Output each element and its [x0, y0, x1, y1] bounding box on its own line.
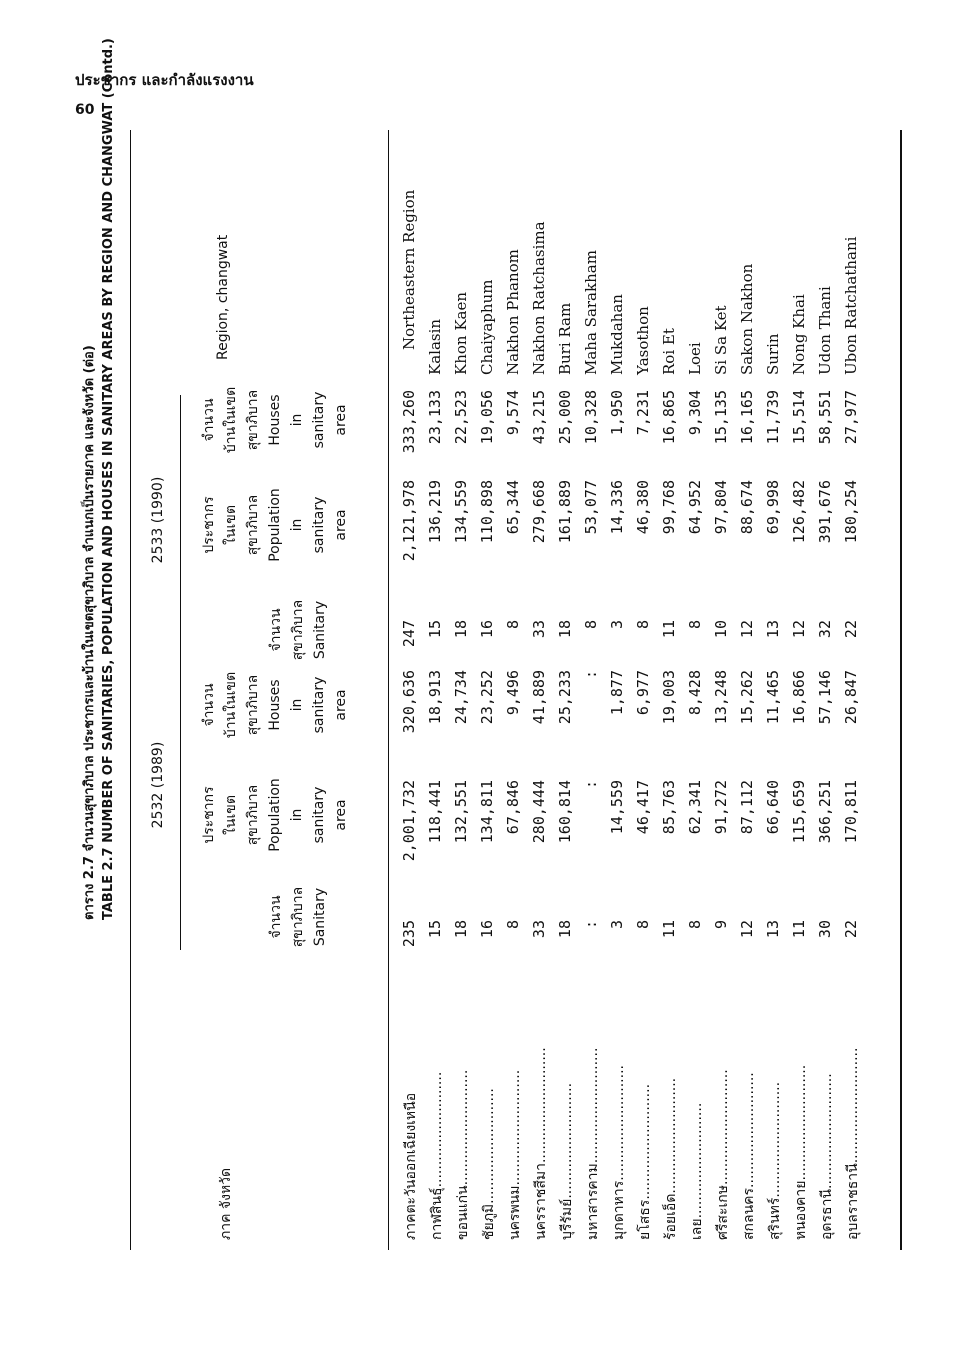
- col-header-population-1989: ประชากร ในเขต สุขาภิบาล Population in sanitary area: [201, 778, 349, 852]
- table-row: [738, 80, 764, 1280]
- cell-population-1989: 115,659: [790, 780, 808, 844]
- table-row: [582, 80, 608, 1280]
- row-thai-name: อุบลราชธานี..........................: [845, 1047, 861, 1240]
- cell-population-1990: 53,077: [582, 480, 600, 535]
- cell-sanitary-1990: 8: [686, 620, 704, 630]
- cell-population-1989: 2,001,732: [400, 780, 418, 862]
- row-header-thai: ภาค จังหวัด: [218, 1167, 234, 1240]
- cell-houses-1989: 320,636: [400, 670, 418, 734]
- group-header-1989: 2532 (1989): [150, 741, 166, 829]
- cell-sanitary-1989: 3: [608, 920, 626, 930]
- cell-houses-1990: 11,739: [764, 390, 782, 445]
- cell-population-1989: 85,763: [660, 780, 678, 835]
- table-row: [634, 80, 660, 1280]
- row-english-name: Maha Sarakham: [582, 250, 600, 375]
- cell-population-1990: 110,898: [478, 480, 496, 544]
- row-english-name: Nong Khai: [790, 294, 808, 375]
- table-caption: [80, 38, 118, 920]
- row-thai-name: ภาคตะวันออกเฉียงเหนือ: [403, 1092, 419, 1240]
- cell-population-1989: 14,559: [608, 780, 626, 835]
- cell-houses-1990: 25,000: [556, 390, 574, 445]
- row-thai-name: ชัยภูมิ..........................: [481, 1088, 497, 1240]
- row-english-name: Udon Thani: [816, 286, 834, 375]
- cell-houses-1989: 23,252: [478, 670, 496, 725]
- table-row: [608, 80, 634, 1280]
- cell-houses-1989: 1,877: [608, 670, 626, 716]
- row-english-name: Northeastern Region: [400, 189, 418, 350]
- row-thai-name: สกลนคร..........................: [741, 1072, 757, 1240]
- col-header-houses-1990: จำนวน บ้านในเขต สุขาภิบาล Houses in sanitary area: [201, 386, 349, 454]
- cell-population-1989: 46,417: [634, 780, 652, 835]
- col-header-sanitary-1989: จำนวน สุขาภิบาล Sanitary: [268, 886, 328, 948]
- cell-sanitary-1990: 32: [816, 620, 834, 639]
- cell-population-1990: 99,768: [660, 480, 678, 535]
- cell-sanitary-1989: 11: [660, 920, 678, 939]
- cell-houses-1989: 11,465: [764, 670, 782, 725]
- cell-population-1989: 87,112: [738, 780, 756, 835]
- row-thai-name: นครพนม..........................: [507, 1069, 523, 1240]
- table-row: [686, 80, 712, 1280]
- cell-houses-1990: 15,135: [712, 390, 730, 445]
- table-bottom-rule: [900, 130, 902, 1250]
- cell-population-1990: 180,254: [842, 480, 860, 544]
- cell-houses-1989: 57,146: [816, 670, 834, 725]
- row-thai-name: สุรินทร์..........................: [767, 1081, 783, 1240]
- row-thai-name: เลย..........................: [689, 1102, 705, 1240]
- cell-sanitary-1989: 9: [712, 920, 730, 930]
- cell-houses-1989: 6,977: [634, 670, 652, 716]
- cell-houses-1990: 43,215: [530, 390, 548, 445]
- cell-sanitary-1989: 18: [452, 920, 470, 939]
- cell-houses-1989: 15,262: [738, 670, 756, 725]
- table-row: [478, 80, 504, 1280]
- cell-sanitary-1989: :: [582, 920, 600, 930]
- row-english-name: Mukdahan: [608, 294, 626, 375]
- row-thai-name: กาฬสินธุ์..........................: [429, 1071, 445, 1240]
- cell-houses-1989: :: [582, 670, 600, 680]
- table-row: [452, 80, 478, 1280]
- cell-sanitary-1989: 18: [556, 920, 574, 939]
- group-rule-1990: [180, 395, 181, 670]
- cell-population-1989: 170,811: [842, 780, 860, 844]
- cell-population-1990: 97,804: [712, 480, 730, 535]
- cell-houses-1990: 27,977: [842, 390, 860, 445]
- cell-houses-1990: 16,165: [738, 390, 756, 445]
- section-title: ประชากร และกำลังแรงงาน: [75, 71, 254, 89]
- table-row: [816, 80, 842, 1280]
- table-row: [842, 80, 868, 1280]
- cell-sanitary-1989: 8: [634, 920, 652, 930]
- cell-sanitary-1989: 11: [790, 920, 808, 939]
- cell-population-1989: :: [582, 780, 600, 790]
- table-row: [712, 80, 738, 1280]
- cell-sanitary-1990: 8: [504, 620, 522, 630]
- table-row: [504, 80, 530, 1280]
- cell-population-1990: 161,889: [556, 480, 574, 544]
- row-english-name: Nakhon Ratchasima: [530, 221, 548, 375]
- table-row: [764, 80, 790, 1280]
- cell-sanitary-1989: 30: [816, 920, 834, 939]
- cell-sanitary-1990: 16: [478, 620, 496, 639]
- col-header-houses-1989: จำนวน บ้านในเขต สุขาภิบาล Houses in sanitary area: [201, 671, 349, 739]
- cell-population-1990: 14,336: [608, 480, 626, 535]
- cell-sanitary-1989: 12: [738, 920, 756, 939]
- cell-houses-1990: 22,523: [452, 390, 470, 445]
- cell-sanitary-1990: 8: [582, 620, 600, 630]
- group-header-1990: 2533 (1990): [150, 476, 166, 564]
- cell-sanitary-1989: 8: [504, 920, 522, 930]
- cell-houses-1989: 41,889: [530, 670, 548, 725]
- cell-population-1989: 62,341: [686, 780, 704, 835]
- row-thai-name: ยโสธร..........................: [637, 1083, 653, 1240]
- cell-sanitary-1989: 8: [686, 920, 704, 930]
- cell-sanitary-1990: 13: [764, 620, 782, 639]
- table-top-rule: [130, 130, 131, 1250]
- cell-population-1990: 69,998: [764, 480, 782, 535]
- row-english-name: Loei: [686, 342, 704, 375]
- cell-houses-1990: 9,574: [504, 390, 522, 436]
- cell-houses-1990: 7,231: [634, 390, 652, 436]
- cell-sanitary-1989: 13: [764, 920, 782, 939]
- table-header-rule: [388, 130, 389, 1250]
- cell-sanitary-1990: 18: [556, 620, 574, 639]
- row-english-name: Kalasin: [426, 318, 444, 375]
- cell-population-1990: 279,668: [530, 480, 548, 544]
- cell-houses-1990: 1,950: [608, 390, 626, 436]
- cell-sanitary-1989: 16: [478, 920, 496, 939]
- cell-population-1989: 67,846: [504, 780, 522, 835]
- caption-thai: ตาราง 2.7 จำนวนสุขาภิบาล ประชากรและบ้านในเขตสุขาภิบาล จำแนกเป็นรายภาค และจังหวัด (ต่อ): [82, 345, 97, 920]
- row-english-name: Nakhon Phanom: [504, 249, 522, 375]
- table-row: [530, 80, 556, 1280]
- cell-houses-1990: 16,865: [660, 390, 678, 445]
- col-header-population-1990: ประชากร ในเขต สุขาภิบาล Population in sanitary area: [201, 488, 349, 562]
- table-row: [660, 80, 686, 1280]
- cell-sanitary-1990: 10: [712, 620, 730, 639]
- row-thai-name: ศรีสะเกษ..........................: [715, 1069, 731, 1240]
- cell-population-1990: 126,482: [790, 480, 808, 544]
- cell-houses-1989: 24,734: [452, 670, 470, 725]
- row-english-name: Surin: [764, 333, 782, 375]
- table-row: [426, 80, 452, 1280]
- cell-houses-1989: 9,496: [504, 670, 522, 716]
- cell-population-1989: 280,444: [530, 780, 548, 844]
- cell-population-1990: 88,674: [738, 480, 756, 535]
- cell-houses-1990: 15,514: [790, 390, 808, 445]
- row-english-name: Yasothon: [634, 306, 652, 375]
- cell-houses-1989: 26,847: [842, 670, 860, 725]
- cell-sanitary-1990: 18: [452, 620, 470, 639]
- cell-population-1989: 132,551: [452, 780, 470, 844]
- cell-population-1990: 2,121,978: [400, 480, 418, 562]
- cell-sanitary-1990: 11: [660, 620, 678, 639]
- cell-sanitary-1989: 22: [842, 920, 860, 939]
- cell-houses-1990: 58,551: [816, 390, 834, 445]
- cell-sanitary-1989: 15: [426, 920, 444, 939]
- cell-population-1989: 366,251: [816, 780, 834, 844]
- table-row: [790, 80, 816, 1280]
- row-thai-name: มหาสารคาม..........................: [585, 1047, 601, 1240]
- cell-sanitary-1990: 247: [400, 620, 418, 648]
- cell-sanitary-1990: 8: [634, 620, 652, 630]
- row-header-english: Region, changwat: [215, 234, 231, 360]
- row-thai-name: ขอนแก่น..........................: [455, 1069, 471, 1240]
- row-thai-name: อุดรธานี..........................: [819, 1073, 835, 1240]
- cell-houses-1989: 13,248: [712, 670, 730, 725]
- cell-population-1989: 160,814: [556, 780, 574, 844]
- cell-houses-1990: 333,260: [400, 390, 418, 454]
- cell-sanitary-1990: 15: [426, 620, 444, 639]
- row-english-name: Ubon Ratchathani: [842, 236, 860, 375]
- row-english-name: Chaiyaphum: [478, 279, 496, 375]
- cell-sanitary-1989: 33: [530, 920, 548, 939]
- row-english-name: Buri Ram: [556, 302, 574, 375]
- cell-population-1990: 134,559: [452, 480, 470, 544]
- cell-population-1990: 64,952: [686, 480, 704, 535]
- cell-houses-1990: 19,056: [478, 390, 496, 445]
- table-row: [556, 80, 582, 1280]
- cell-population-1990: 391,676: [816, 480, 834, 544]
- cell-population-1989: 118,441: [426, 780, 444, 844]
- cell-population-1989: 134,811: [478, 780, 496, 844]
- row-thai-name: บุรีรัมย์..........................: [559, 1082, 575, 1240]
- row-thai-name: มุกดาหาร..........................: [611, 1065, 627, 1240]
- row-thai-name: หนองคาย..........................: [793, 1064, 809, 1240]
- cell-houses-1989: 16,866: [790, 670, 808, 725]
- cell-sanitary-1990: 12: [790, 620, 808, 639]
- cell-sanitary-1990: 3: [608, 620, 626, 630]
- row-english-name: Roi Et: [660, 328, 678, 375]
- row-thai-name: ร้อยเอ็ด..........................: [663, 1077, 679, 1240]
- cell-houses-1990: 9,304: [686, 390, 704, 436]
- cell-population-1990: 65,344: [504, 480, 522, 535]
- row-english-name: Sakon Nakhon: [738, 263, 756, 375]
- cell-sanitary-1990: 12: [738, 620, 756, 639]
- cell-sanitary-1990: 33: [530, 620, 548, 639]
- row-english-name: Khon Kaen: [452, 291, 470, 375]
- page-number: 60: [75, 102, 95, 118]
- table-row: [400, 80, 426, 1280]
- cell-sanitary-1990: 22: [842, 620, 860, 639]
- cell-houses-1989: 18,913: [426, 670, 444, 725]
- caption-english: TABLE 2.7 NUMBER OF SANITARIES, POPULATION AND HOUSES IN SANITARY AREAS BY REGION AND CHANGWAT (Contd.): [101, 38, 116, 920]
- cell-houses-1989: 8,428: [686, 670, 704, 716]
- cell-population-1990: 46,380: [634, 480, 652, 535]
- cell-houses-1990: 23,133: [426, 390, 444, 445]
- cell-population-1990: 136,219: [426, 480, 444, 544]
- cell-houses-1989: 25,233: [556, 670, 574, 725]
- cell-population-1989: 91,272: [712, 780, 730, 835]
- cell-population-1989: 66,640: [764, 780, 782, 835]
- cell-houses-1990: 10,328: [582, 390, 600, 445]
- col-header-sanitary-1990: จำนวน สุขาภิบาล Sanitary: [268, 599, 328, 661]
- cell-houses-1989: 19,003: [660, 670, 678, 725]
- cell-sanitary-1989: 235: [400, 920, 418, 948]
- row-english-name: Si Sa Ket: [712, 305, 730, 375]
- row-thai-name: นครราชสีมา..........................: [533, 1047, 549, 1240]
